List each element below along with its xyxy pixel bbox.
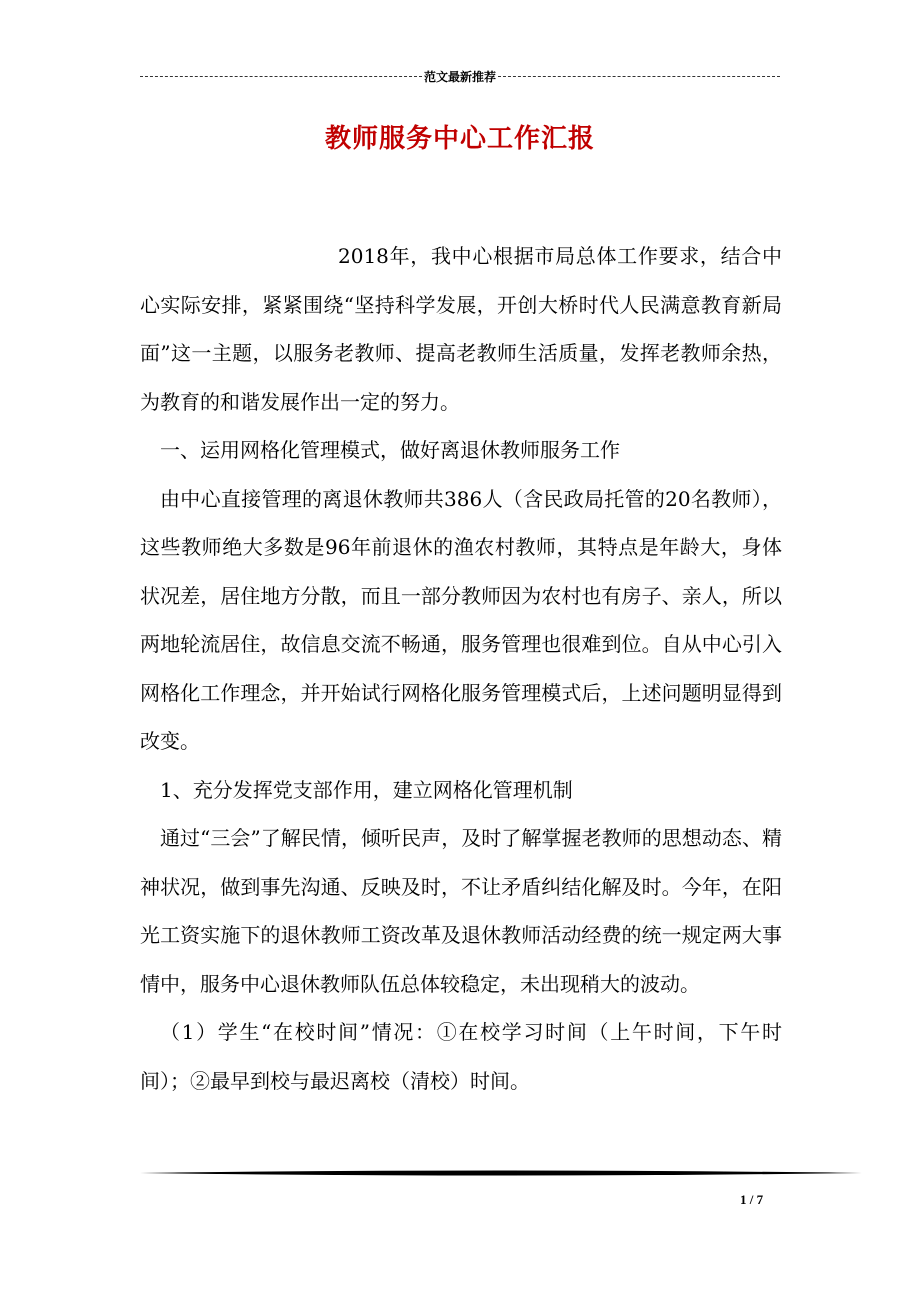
document-body bbox=[140, 232, 782, 1105]
document-title: 教师服务中心工作汇报 bbox=[324, 124, 595, 154]
page-number: 1 / 7 bbox=[740, 1192, 764, 1207]
paragraph-intro: 2018年，我中心根据市局总体工作要求，结合中心实际安排，紧紧围绕“坚持科学发展，开创大桥时代人民满意教育新局面”这一主题，以服务老教师、提高老教师生活质量，发挥老教师余热，为教育的和谐发展作出一定的努力。 bbox=[140, 244, 782, 414]
page-header bbox=[140, 66, 780, 86]
header-dash-left bbox=[140, 76, 422, 77]
footer-divider bbox=[140, 1168, 862, 1178]
subsection-heading-1: 1、充分发挥党支部作用，建立网格化管理机制 bbox=[160, 777, 573, 802]
section-heading-1: 一、运用网格化管理模式，做好离退休教师服务工作 bbox=[160, 438, 620, 462]
paragraph-subsection-1: 通过“三会”了解民情，倾听民声，及时了解掌握老教师的思想动态、精神状况，做到事先沟通、反映及时，不让矛盾纠结化解及时。今年，在阳光工资实施下的退休教师工资改革及退休教师活动经费的统一规定两大事情中，服务中心退休教师队伍总体较稳定，未出现稍大的波动。 bbox=[140, 826, 782, 996]
paragraph-section-1: 由中心直接管理的离退休教师共386人（含民政局托管的20名教师），这些教师绝大多数是96年前退休的渔农村教师，其特点是年龄大，身体状况差，居住地方分散，而且一部分教师因为农村也有房子、亲人，所以两地轮流居住，故信息交流不畅通，服务管理也很难到位。自从中心引入网格化工作理念，并开始试行网格化服务管理模式后，上述问题明显得到改变。 bbox=[140, 486, 782, 753]
header-label: 范文最新推荐 bbox=[424, 69, 497, 84]
paragraph-item-1: （1）学生“在校时间”情况：①在校学习时间（上午时间，下午时间）；②最早到校与最迟离校（清校）时间。 bbox=[140, 1020, 782, 1093]
header-dash-right bbox=[498, 76, 780, 77]
